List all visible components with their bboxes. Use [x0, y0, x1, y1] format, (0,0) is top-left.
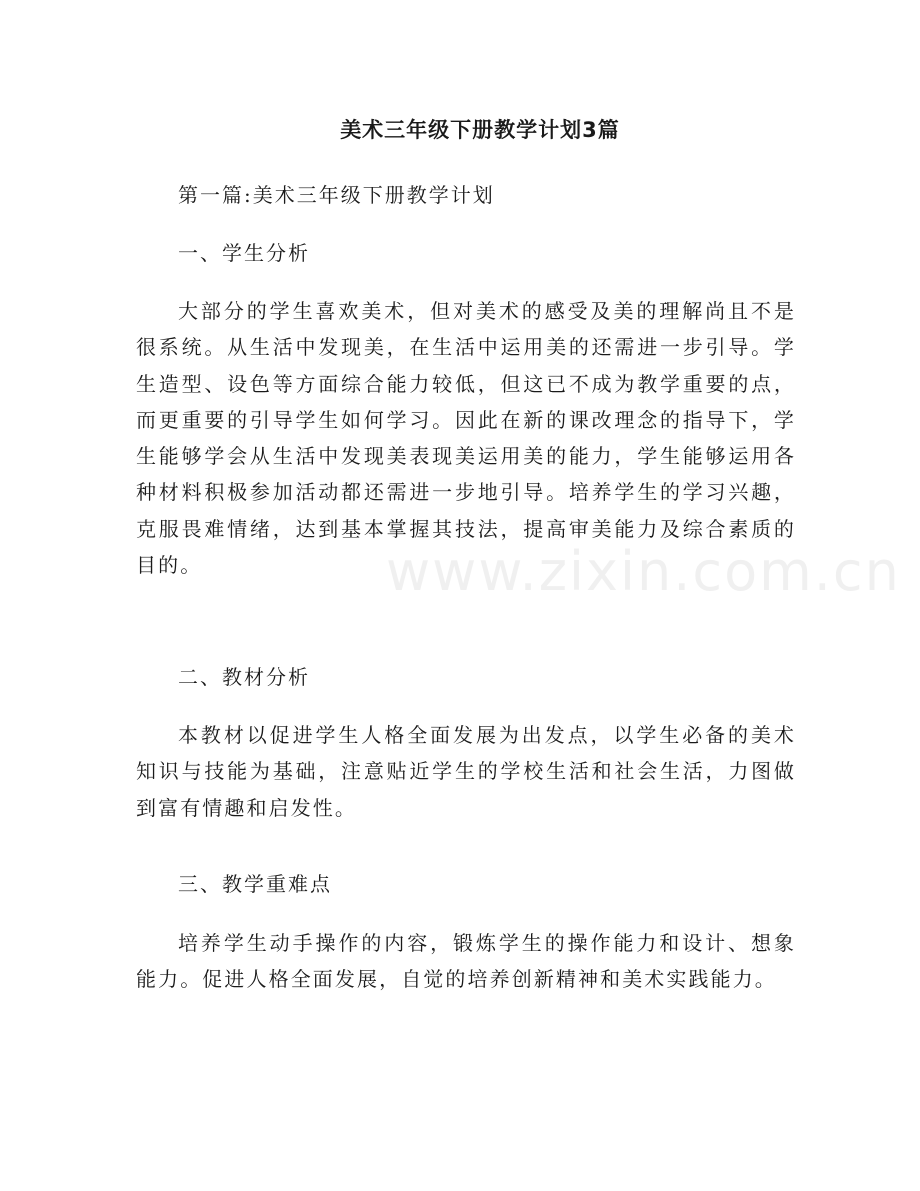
- section-heading-student-analysis: 一、学生分析: [178, 241, 310, 265]
- section-body-key-difficulties: 培养学生动手操作的内容，锻炼学生的操作能力和设计、想象能力。促进人格全面发展，自觉的培养创新精神和美术实践能力。: [136, 931, 796, 992]
- section-heading-key-difficulties: 三、教学重难点: [178, 872, 332, 896]
- section-heading-textbook-analysis: 二、教材分析: [178, 665, 310, 689]
- section-body-student-analysis: 大部分的学生喜欢美术，但对美术的感受及美的理解尚且不是很系统。从生活中发现美，在生活中运用美的还需进一步引导。学生造型、设色等方面综合能力较低，但这已不成为教学重要的点，而更重要的引导学生如何学习。因此在新的课改理念的指导下，学生能够学会从生活中发现美表现美运用美的能力，学生能够运用各种材料积极参加活动都还需进一步地引导。培养学生的学习兴趣，克服畏难情绪，达到基本掌握其技法，提高审美能力及综合素质的目的。: [136, 299, 796, 578]
- part-heading: 第一篇:美术三年级下册教学计划: [178, 183, 495, 207]
- section-body-textbook-analysis: 本教材以促进学生人格全面发展为出发点，以学生必备的美术知识与技能为基础，注意贴近学生的学校生活和社会生活，力图做到富有情趣和启发性。: [136, 723, 796, 820]
- document-title: 美术三年级下册教学计划3篇: [340, 118, 620, 142]
- watermark: www.zixin.com.cn: [386, 540, 901, 603]
